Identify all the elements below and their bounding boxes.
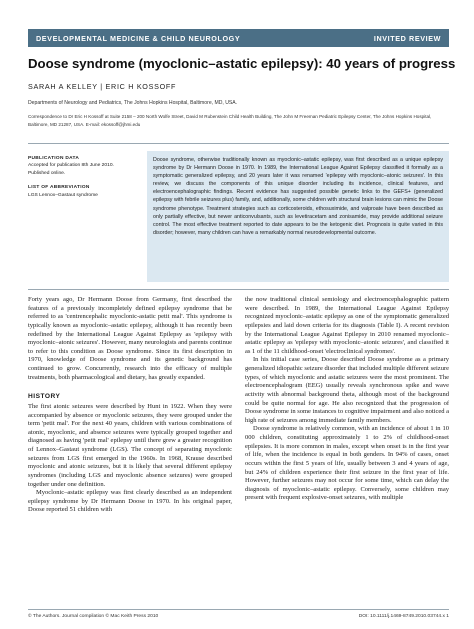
header-divider <box>28 143 449 144</box>
publication-accepted: Accepted for publication 8th June 2010. <box>28 163 114 169</box>
section-heading-history: HISTORY <box>28 393 61 401</box>
journal-name: DEVELOPMENTAL MEDICINE & CHILD NEUROLOGY <box>36 33 241 43</box>
publication-online: Published online. <box>28 170 66 176</box>
body-column-left <box>28 296 232 515</box>
abstract-text: Doose syndrome, otherwise traditionally known as myoclonic–astatic epilepsy, was first described as a unique epilepsy syndrome by Dr Hermann Doose in 1970. In 1989, the International League Against Epilepsy classified it formally as a symptomatic generalized epilepsy, and 20 years later it was renamed 'epilepsy with myoclonic–atonic seizures'. In this review, we discuss the components of this unique disorder including its incidence, clinical features, and electroencephalographic findings. Recent evidence has suggested possible genetic links to the GEFS+ (generalized epilepsy with febrile seizures plus) family, and, additionally, some children with structural brain lesions can mimic the Doose syndrome phenotype. Treatment strategies such as corticosteroids, ethosuximide, and valproate have been described as only partially effective, but newer anticonvulsants, such as levetiracetam and zonisamide, may provide additional seizure control. The most effective treatment reported to date appears to be the ketogenic diet. Prognosis is quite varied in this disorder; however, many children can have a remarkably normal neurodevelopmental outcome. <box>153 157 443 236</box>
correspondence-line-1: Correspondence to Dr Eric H Kossoff at Suite 2158 – 200 North Wolfe Street, David M Rubenstein Child Health Building, The John M Freeman Pediatric Epilepsy Center, The Johns Hopkins Hospital, <box>28 114 432 119</box>
abbreviation-item: LGS Lennox–Gastaut syndrome <box>28 192 98 198</box>
right-paragraph-2: In his initial case series, Doose described Doose syndrome as a primary generalized idiopathic seizure disorder that included multiple different seizure types, of which myoclonic and astatic seizures were the most prominent. The electroencephalogram (EEG) usually reveals synchronous spike and wave activity with abnormal background theta, although most of the background could be quite normal for age. He also recognized that the progression of Doose syndrome in some instances to cognitive impairment and also noticed a high rate of seizures among immediate family members. <box>245 356 449 424</box>
history-paragraph-1: The first atonic seizures were described by Hunt in 1922. When they were accompanied by absence or myoclonic seizures, they were grouped under the term 'petit mal'. For the next 40 years, children with various combinations of atonic, myoclonic, and absence seizures were typically grouped together and diagnosed as having 'petit mal' epilepsy until there grew a greater recognition of Lennox–Gastaut syndrome (LGS). The concept of separating myoclonic seizures from LGS first emerged in the 1960s. In 1968, Krause described myoclonic and atonic seizures, but it is likely that several different epilepsy syndromes (including LGS and myoclonic absence seizures) were grouped together under one definition. <box>28 402 232 488</box>
abstract-divider <box>28 289 449 290</box>
copyright-notice: © The Authors. Journal compilation © Mac Keith Press 2010 <box>28 614 159 619</box>
page-footer <box>28 614 449 619</box>
history-paragraph-2: Myoclonic–astatic epilepsy was first clearly described as an independent epilepsy syndrome by Dr Hermann Doose in 1970. In his original paper, Doose reported 51 children with <box>28 489 232 514</box>
footer-divider <box>28 609 449 610</box>
sidebar <box>28 155 138 199</box>
article-type: INVITED REVIEW <box>373 33 441 43</box>
body-column-right <box>245 296 449 503</box>
intro-paragraph: Forty years ago, Dr Hermann Doose from Germany, first described the features of a previously incompletely defined epilepsy syndrome that he referred to as 'centrencephalic myoclonic-astatic petit mal'. This syndrome is typically known as myoclonic–astatic epilepsy, although it has recently been redefined by the International League Against Epilepsy as 'epilepsy with myoclonic–atonic seizures'. However, many neurologists and parents continue to refer to this condition as Doose syndrome. Since its first description in 1970, knowledge of Doose syndrome and its genetic background has continued to grow. Concurrently, research into the efficacy of multiple treatments, both pharmacological and dietary, has greatly expanded. <box>28 296 232 381</box>
journal-banner <box>28 29 449 47</box>
correspondence-line-2: Baltimore, MD 21287, USA. E-mail: ekossoff@jhmi.edu <box>28 121 141 127</box>
right-paragraph-3: Doose syndrome is relatively common, with an incidence of about 1 in 10 000 children, constituting approximately 1 to 2% of childhood-onset epilepsies. It is more common in males, except when onset is in the first year of life, when the incidence is equal in both genders. In 94% of cases, onset occurs within the first 5 years of life, usually between 3 and 4 years of age, but 24% of children experience their first seizure in the first year of life. However, further seizures may not occur for some time, which can delay the diagnosis of myoclonic–astatic epilepsy. Conversely, some children may present with frequent explosive-onset seizures, with multiple <box>245 425 449 502</box>
abstract-box <box>147 151 449 282</box>
publication-data-heading: PUBLICATION DATA <box>28 156 80 161</box>
affiliation: Departments of Neurology and Pediatrics, The Johns Hopkins Hospital, Baltimore, MD, USA. <box>28 100 238 106</box>
correspondence <box>28 113 448 128</box>
right-paragraph-1: the now traditional clinical semiology and electroencephalographic pattern were described. In 1989, the International League Against Epilepsy recognized myoclonic–astatic epilepsy as one of the symptomatic generalized epilepsies and laid down criteria for its diagnosis (Table I). A recent revision by the International League Against Epilepsy in 2010 renamed myoclonic–astatic epilepsy as 'epilepsy with myoclonic–atonic seizures', and classified it as 1 of the 11 childhood-onset 'electroclinical syndromes'. <box>245 296 449 355</box>
article-title: Doose syndrome (myoclonic–astatic epilepsy): 40 years of progress <box>28 56 456 71</box>
doi-page-number: DOI: 10.1111/j.1469-8749.2010.03744.x 1 <box>358 614 449 619</box>
abbreviation-heading: LIST OF ABBREVIATION <box>28 185 90 191</box>
author-list: SARAH A KELLEY | ERIC H KOSSOFF <box>28 82 177 91</box>
